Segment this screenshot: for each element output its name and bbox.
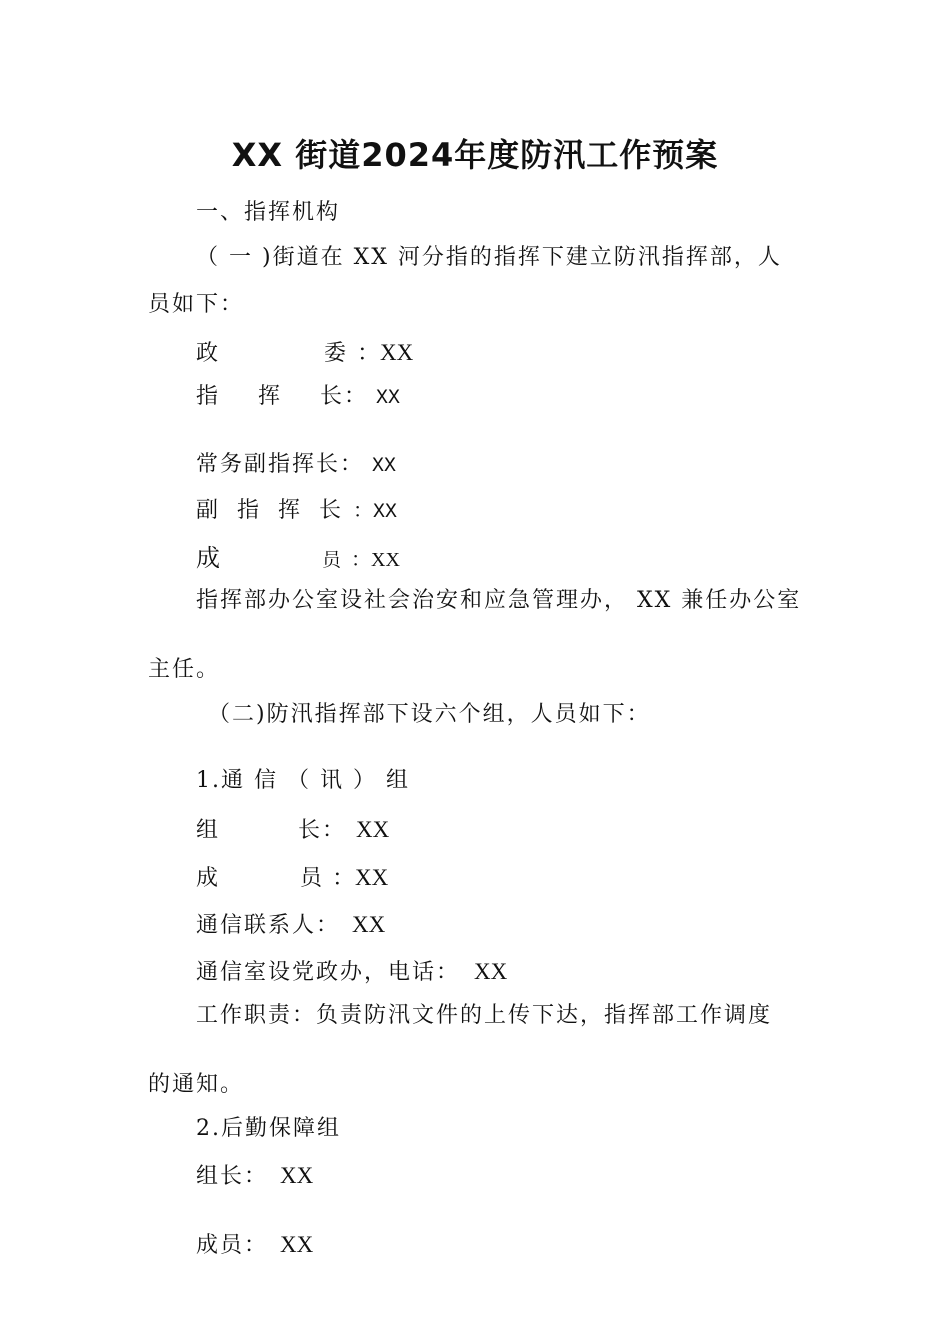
role-label: 组长： — [196, 1164, 269, 1189]
personnel-row-members — [196, 543, 400, 575]
paragraph-line: （二)防汛指挥部下设六个组，人员如下： — [208, 702, 651, 727]
group-heading: 1.通 信 （ 讯 ） 组 — [196, 768, 410, 793]
role-label: 组 — [196, 818, 221, 843]
personnel-row-commander — [196, 382, 400, 414]
person-name: ：XX — [357, 340, 414, 365]
section-heading: 一、指挥机构 — [196, 200, 341, 225]
group-leader-row — [196, 1161, 313, 1192]
role-label: 委 — [324, 341, 349, 366]
group-members-row — [196, 1230, 313, 1261]
role-label: 员 — [322, 549, 344, 571]
paragraph-line: （ 一 )街道在 XX 河分指的指挥下建立防汛指挥部，人 — [196, 245, 782, 270]
personnel-row-political-commissar — [196, 338, 413, 369]
personnel-row-executive-deputy — [196, 450, 396, 482]
group-contact-row — [196, 910, 385, 941]
person-name: ：XX — [351, 549, 400, 571]
role-label: 指 — [196, 384, 221, 409]
paragraph-line: 员如下： — [148, 292, 245, 317]
role-label: 政 — [196, 341, 221, 366]
group-phone-row — [196, 957, 507, 988]
page-title: XX 街道2024年度防汛工作预案 — [231, 136, 719, 174]
role-label: 通信联系人： — [196, 913, 341, 938]
personnel-row-deputy-commander — [196, 496, 397, 528]
person-name: XX — [352, 912, 386, 937]
role-label: 挥 — [258, 384, 283, 409]
group-heading: 2.后勤保障组 — [196, 1116, 341, 1141]
person-name: ：XX — [332, 865, 389, 890]
person-name: XX — [356, 817, 390, 842]
role-label: 副 指 挥 长 — [196, 498, 347, 523]
role-label: 长： — [298, 818, 347, 843]
group-members-row — [196, 863, 388, 894]
person-name: XX — [376, 387, 401, 410]
role-label: 通信室设党政办，电话： — [196, 960, 461, 985]
paragraph-line: 工作职责：负责防汛文件的上传下达，指挥部工作调度 — [196, 1003, 773, 1028]
person-name: XX — [280, 1163, 314, 1188]
paragraph-line: 的通知。 — [148, 1072, 245, 1097]
group-leader-row — [196, 815, 389, 846]
role-label: 成员： — [196, 1233, 269, 1258]
paragraph-line: 指挥部办公室设社会治安和应急管理办， XX 兼任办公室 — [196, 588, 802, 613]
role-label: 成 — [196, 544, 222, 572]
role-label: 长： — [320, 384, 369, 409]
person-name: XX — [372, 455, 397, 478]
role-label: 员 — [300, 866, 325, 891]
person-name: XX — [280, 1232, 314, 1257]
role-label: 成 — [196, 866, 221, 891]
role-label: 常务副指挥长： — [196, 452, 365, 477]
paragraph-line: 主任。 — [148, 657, 221, 682]
phone-value: XX — [474, 959, 508, 984]
person-name: ：XX — [352, 501, 397, 524]
